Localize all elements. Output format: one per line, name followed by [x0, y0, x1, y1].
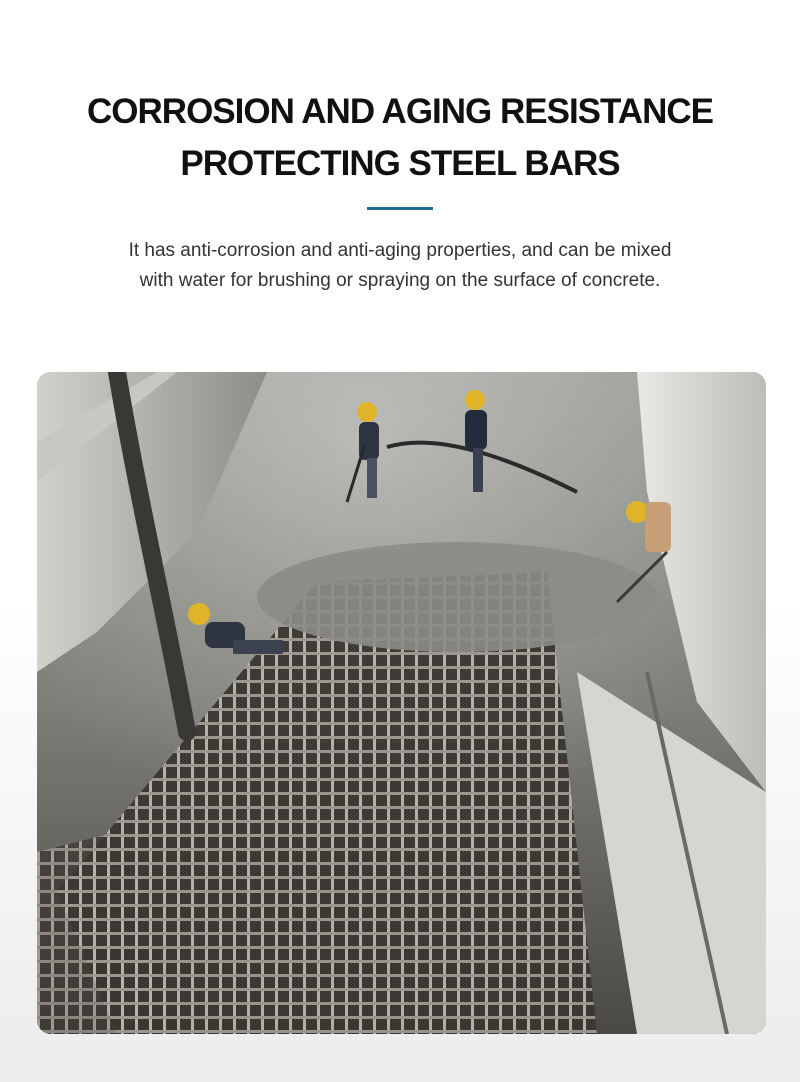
headline-line-1: CORROSION AND AGING RESISTANCE — [87, 92, 713, 131]
description — [90, 236, 710, 296]
headline — [0, 86, 800, 190]
accent-divider — [367, 207, 433, 210]
description-line-2: with water for brushing or spraying on the surface of concrete. — [139, 270, 661, 291]
construction-scene — [37, 372, 766, 1034]
description-line-1: It has anti-corrosion and anti-aging properties, and can be mixed — [128, 240, 672, 261]
construction-photo — [37, 372, 766, 1034]
headline-line-2: PROTECTING STEEL BARS — [180, 144, 620, 183]
